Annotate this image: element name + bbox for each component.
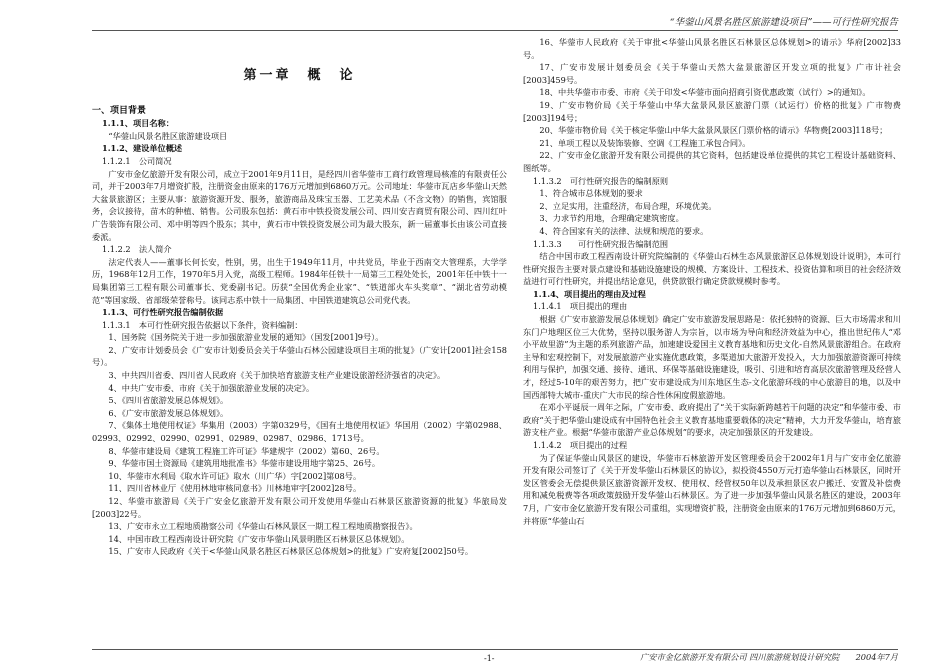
basis-item: 2、广安市计划委员会《广安市计划委员会关于华蓥山石林公园建设项目主项的批复》（广安计[2001]社会158号）。: [92, 344, 507, 368]
footer-rule: [92, 649, 898, 650]
chapter-title: 第一章 概 论: [243, 68, 356, 83]
basis-item: 21、单项工程以及装饰装修、空调《工程施工承包合同》。: [539, 137, 751, 148]
heading-basis-intro: 1.1.3.1 本可行性研究报告依据以下条件，资料编制：: [102, 319, 303, 330]
principle-item: 4、符合国家有关的法律、法规和规范的要求。: [539, 225, 709, 236]
reasons-paragraph-2: 在邓小平诞辰一周年之际，广安市委、政府提出了“关于实际新跨越若干问题的决定”和华蓥市委、市政府“关于把华蓥山建设成有中国特色社会主义教育基地重要载体的决定”精神，大力开发华蓥山，培育旅游支柱产业。根据“华蓥市旅游产业总体规划”的要求，决定加强景区的开发建设。: [523, 402, 901, 438]
heading-process: 1.1.4.2 项目提出的过程: [533, 440, 628, 450]
project-name-text: “华蓥山风景名胜区旅游建设项目: [108, 130, 228, 141]
legal-person-paragraph: 法定代表人——董事长何长安，性别，男，出生于1949年11月，中共党员，毕业于西南交大管理系，大学学历，1968年12月工作，1970年5月入党，高级工程师。1984年任铁十一局第三工程处处长，2001年任中铁十一局集团第三工程有限公司董事长、党委副书记。历获“全国优秀企业家”、“铁道部火车头奖章”、“湖北省劳动模范”等国家级、省部级荣誉称号。该同志系中铁十一局集团、中国铁道建筑总公司党代表。: [92, 256, 507, 305]
right-column: [523, 36, 901, 527]
basis-item: 9、华蓥市国土资源局《建筑用地批准书》华蓥市建设用地字第25、26号。: [108, 458, 381, 469]
heading-reasons-process: 1.1.4、项目提出的理由及过程: [533, 288, 646, 299]
basis-item: 22、广安市金亿旅游开发有限公司提供的其它资料，包括建设单位提供的其它工程设计基础资料、图纸等。: [523, 150, 901, 173]
running-header: “华蓥山风景名胜区旅游建设项目”——可行性研究报告: [669, 17, 898, 28]
principle-item: 1、符合城市总体规划的要求: [539, 188, 643, 199]
basis-item: 19、广安市物价局《关于华蓥山中华大盆景风景区旅游门票（试运行）价格的批复》广市物费[2003]194号；: [523, 99, 901, 123]
basis-item: 8、华蓥市建设局《建筑工程施工许可证》华建规字（2002）第60、26号。: [108, 445, 385, 456]
heading-legal-person: 1.1.2.2 法人简介: [102, 244, 172, 255]
basis-item: 12、华蓥市旅游局《关于广安金亿旅游开发有限公司开发使用华蓥山石林景区旅游资源的批复》华旅局发[2003]22号。: [92, 496, 507, 519]
section-heading-background: 一、项目背景: [92, 105, 147, 116]
heading-company-profile: 1.1.2.1 公司简况: [102, 155, 172, 166]
basis-item: 7、《集体土地使用权证》华集用（2003）字第0329号，《国有土地使用权证》华国用（2002）字第02988、02993、02992、02990、02991、02989、02987、02986、1713号。: [92, 420, 507, 444]
basis-item: 20、华蓥市物价局《关于核定华蓥山中华大盆景风景区门票价格的请示》华物费[2003]118号；: [539, 125, 888, 136]
basis-item: 11、四川省林业厅《使用林地审核同意书》川林地审字[2002]28号。: [108, 483, 362, 494]
basis-item: 10、华蓥市水利局《取水许可证》取水（川广华）字[2002]第08号。: [108, 470, 362, 481]
heading-reasons: 1.1.4.1 项目提出的理由: [533, 301, 628, 312]
reasons-paragraph-1: 根据《广安市旅游发展总体规划》确定广安市旅游发展思路是：依托独特的资源、巨大市场需求和川东门户地理区位三大优势，坚持以服务游人为宗旨，以市场为导向和经济效益为中心，推出世纪伟人“邓小平故里游”为主题的系列旅游产品，加速建设爱国主义教育基地和历史文化-自然风景旅游组合。在政府主导和宏观控制下，对发展旅游产业实施优惠政策，多渠道加大旅游开发投入，大力加强旅游资源可持续利用与保护，加强交通、接待、通讯、环保等基础设施建设，吸引、引进和培育高层次旅游管理及经营人才，经过5-10年的艰苦努力，把广安市建设成为川东地区生态-文化旅游环线的中心旅游目的地，以及中国西部特大城市-重庆广大市民的综合性休闲度假旅游地。: [523, 314, 901, 400]
heading-scope: 1.1.3.3 可行性研究报告编制范围: [533, 238, 669, 249]
scope-paragraph: 结合中国市政工程西南设计研究院编制的《华蓥山石林生态风景旅游区总体规划设计说明》，本可行性研究报告主要对景点建设和基础设施建设的规模、方案设计、工程技术、投资估算和项目的社会经济效益进行可行性研究，并提出结论意见，供贷款银行确定贷款规模时参考。: [523, 251, 901, 287]
basis-item: 15、广安市人民政府《关于<华蓥山风景名胜区石林景区总体规划>的批复》广安府复[2002]50号。: [108, 546, 474, 557]
basis-item: 13、广安市永立工程地质勘察公司《华蓥山石林风景区一期工程工程地质勘察报告》。: [108, 521, 418, 532]
basis-item: 4、中共广安市委、市府《关于加强旅游业发展的决定》。: [108, 382, 315, 393]
heading-principles: 1.1.3.2 可行性研究报告的编制原则: [533, 175, 669, 186]
heading-basis: 1.1.3、可行性研究报告编制依据: [102, 307, 224, 318]
basis-item: 3、中共四川省委、四川省人民政府《关于加快培育旅游支柱产业建设旅游经济强省的决定》。: [108, 370, 446, 381]
left-column: [92, 36, 507, 558]
process-paragraph: 为了保证华蓥山风景区的建设，华蓥市石林旅游开发区管理委员会于2002年1月与广安市金亿旅游开发有限公司签订了《关于开发华蓥山石林景区的协议》，拟投资4550万元打造华蓥山石林景区，同时开发区管委会无偿提供景区旅游资源开发权、使用权、经营权50年以及承担景区农户搬迁、安置及补偿费用和减免税费等各项政策鼓励开发华蓥山石林景区。为了进一步加强华蓥山风景名胜区的建设，2003年7月，广安市金亿旅游开发有限公司重组，实现增资扩股，注册资金由原来的176万元增加到6860万元，并将原“华蓥山石: [523, 452, 901, 526]
page-number: -1-: [484, 654, 495, 663]
basis-item: 16、华蓥市人民政府《关于审批<华蓥山风景名胜区石林景区总体规划>的请示》华府[2002]33号。: [523, 37, 901, 60]
basis-item: 6、《广安市旅游发展总体规划》。: [108, 407, 229, 418]
company-paragraph: 广安市金亿旅游开发有限公司，成立于2001年9月11日，是经四川省华蓥市工商行政管理局核准的有限责任公司，并于2003年7月增资扩股，注册资金由原来的176万元增加到6860万元。公司地址：华蓥市瓦店乡华蓥山天然大盆景旅游区；主要从事：旅游资源开发、服务，旅游商品及珠宝玉器、工艺美术品（不含文物）的销售，宾馆服务，会议接待，苗木的种植、销售。公司股东包括：黄石市中铁投资发展公司、四川安吉商贸有限公司、四川红叶广告装饰有限公司、邓中明等四个股东；其中，黄石市中铁投资发展公司为最大股东，新一届董事长由该公司直接委派。: [92, 168, 507, 242]
principle-item: 2、立足实用，注重经济，布局合理，环境优美。: [539, 200, 717, 211]
heading-project-name: 1.1.1、项目名称：: [102, 118, 174, 129]
footer-org-date: 广安市金亿旅游开发有限公司 四川旅游规划设计研究院 2004年7月: [640, 652, 898, 662]
basis-item: 14、中国市政工程西南设计研究院《广安市华蓥山风景明胜区石林景区总体规划》。: [108, 533, 410, 544]
heading-builder-overview: 1.1.2、建设单位概述: [102, 143, 183, 154]
basis-item: 5、《四川省旅游发展总体规划》。: [108, 395, 229, 406]
basis-item: 17、广安市发展计划委员会《关于华蓥山天然大盆景旅游区开发立项的批复》广市计社会[2003]459号。: [523, 62, 901, 85]
header-rule: [92, 30, 898, 31]
basis-item: 18、中共华蓥市市委、市府《关于印发<华蓥市面向招商引资优惠政策（试行）>的通知》。: [539, 87, 871, 98]
principle-item: 3、力求节约用地，合理确定建筑密度。: [539, 213, 684, 224]
basis-item: 1、国务院《国务院关于进一步加强旅游业发展的通知》（国发[2001]9号）。: [108, 332, 384, 343]
